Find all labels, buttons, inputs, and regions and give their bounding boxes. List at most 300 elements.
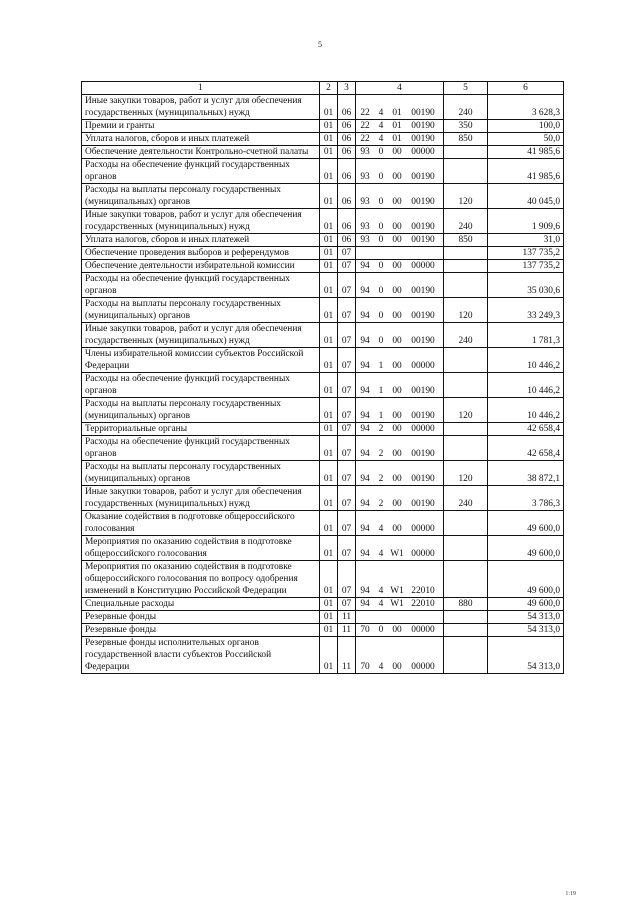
row-target-article	[356, 247, 444, 260]
row-section: 01	[320, 536, 338, 561]
row-section: 01	[320, 511, 338, 536]
row-amount: 10 446,2	[488, 348, 564, 373]
table-row	[82, 184, 564, 209]
row-section: 01	[320, 436, 338, 461]
row-article-part: 00000	[411, 625, 435, 635]
row-subsection: 07	[338, 598, 356, 611]
row-target-article	[356, 348, 444, 373]
row-subsection: 06	[338, 146, 356, 159]
row-expense-type: 880	[444, 598, 488, 611]
row-target-article	[356, 120, 444, 133]
table-row	[82, 373, 564, 398]
row-amount: 54 313,0	[488, 637, 564, 674]
table-row	[82, 209, 564, 234]
row-name: Уплата налогов, сборов и иных платежей	[82, 234, 320, 247]
row-article-part: 00	[392, 222, 402, 232]
row-article-part: 00	[392, 524, 402, 534]
row-expense-type: 350	[444, 120, 488, 133]
row-expense-type: 240	[444, 486, 488, 511]
row-article-part: 00000	[411, 662, 435, 672]
row-article-part: 2	[378, 449, 384, 459]
row-subsection: 07	[338, 273, 356, 298]
row-name: Иные закупки товаров, работ и услуг для обеспечения государственных (муниципальных) нужд	[82, 323, 320, 348]
row-name: Обеспечение проведения выборов и референдумов	[82, 247, 320, 260]
row-amount: 54 313,0	[488, 611, 564, 624]
header-col-4: 4	[356, 82, 444, 95]
row-article-part: 00190	[411, 474, 435, 484]
row-article-part: 4	[378, 586, 384, 596]
row-article-part: 00190	[411, 311, 435, 321]
table-row	[82, 348, 564, 373]
row-article-part: 00	[392, 386, 402, 396]
row-amount: 50,0	[488, 133, 564, 146]
row-article-part: 0	[378, 172, 384, 182]
row-expense-type	[444, 373, 488, 398]
row-name: Резервные фонды исполнительных органов государственной власти субъектов Российской Федерации	[82, 637, 320, 674]
row-name: Резервные фонды	[82, 611, 320, 624]
row-subsection: 06	[338, 184, 356, 209]
row-section: 01	[320, 146, 338, 159]
row-amount: 42 658,4	[488, 423, 564, 436]
row-expense-type: 120	[444, 184, 488, 209]
budget-table	[81, 81, 564, 674]
row-name: Иные закупки товаров, работ и услуг для обеспечения государственных (муниципальных) нужд	[82, 209, 320, 234]
row-article-part: 00190	[411, 134, 435, 144]
row-amount: 40 045,0	[488, 184, 564, 209]
row-name: Расходы на выплаты персоналу государственных (муниципальных) органов	[82, 461, 320, 486]
row-article-part: 00	[392, 147, 402, 157]
row-target-article	[356, 611, 444, 624]
row-name: Члены избирательной комиссии субъектов Российской Федерации	[82, 348, 320, 373]
row-target-article	[356, 637, 444, 674]
row-target-article	[356, 323, 444, 348]
row-target-article	[356, 159, 444, 184]
row-expense-type: 240	[444, 323, 488, 348]
table-row	[82, 511, 564, 536]
table-row	[82, 120, 564, 133]
table-row	[82, 323, 564, 348]
header-col-1: 1	[82, 82, 320, 95]
row-article-part: 94	[360, 311, 370, 321]
row-expense-type	[444, 247, 488, 260]
row-article-part: 00	[392, 261, 402, 271]
row-subsection: 06	[338, 159, 356, 184]
row-amount: 49 600,0	[488, 511, 564, 536]
row-article-part: 94	[360, 524, 370, 534]
row-name: Мероприятия по оказанию содействия в подготовке общероссийского голосования	[82, 536, 320, 561]
row-target-article	[356, 461, 444, 486]
table-row	[82, 536, 564, 561]
row-amount: 49 600,0	[488, 598, 564, 611]
row-target-article	[356, 273, 444, 298]
row-name: Расходы на выплаты персоналу государственных (муниципальных) органов	[82, 184, 320, 209]
row-article-part: 1	[378, 361, 384, 371]
row-amount: 10 446,2	[488, 398, 564, 423]
row-subsection: 06	[338, 234, 356, 247]
row-subsection: 07	[338, 423, 356, 436]
row-amount: 42 658,4	[488, 436, 564, 461]
row-article-part: 22010	[411, 586, 435, 596]
row-expense-type	[444, 536, 488, 561]
row-article-part: 93	[360, 235, 370, 245]
row-article-part: 00	[392, 662, 402, 672]
table-row	[82, 298, 564, 323]
row-subsection: 11	[338, 624, 356, 637]
table-row	[82, 234, 564, 247]
row-article-part: 01	[392, 108, 402, 118]
row-article-part: 00	[392, 449, 402, 459]
row-article-part: 4	[378, 524, 384, 534]
row-article-part: 0	[378, 235, 384, 245]
row-expense-type	[444, 637, 488, 674]
row-section: 01	[320, 184, 338, 209]
row-article-part: 0	[378, 336, 384, 346]
row-section: 01	[320, 260, 338, 273]
row-amount: 35 030,6	[488, 273, 564, 298]
row-article-part: 00000	[411, 424, 435, 434]
table-row	[82, 260, 564, 273]
row-article-part: 94	[360, 411, 370, 421]
row-amount: 41 985,6	[488, 159, 564, 184]
row-expense-type	[444, 611, 488, 624]
header-col-3: 3	[338, 82, 356, 95]
table-row	[82, 423, 564, 436]
row-target-article	[356, 260, 444, 273]
table-row	[82, 486, 564, 511]
table-row	[82, 133, 564, 146]
row-expense-type	[444, 561, 488, 598]
table-header-row	[82, 82, 564, 95]
row-article-part: 00	[392, 474, 402, 484]
row-article-part: W1	[390, 586, 404, 596]
row-article-part: 94	[360, 361, 370, 371]
row-article-part: 00	[392, 411, 402, 421]
row-expense-type	[444, 146, 488, 159]
row-article-part: 0	[378, 286, 384, 296]
row-target-article	[356, 184, 444, 209]
row-subsection: 07	[338, 348, 356, 373]
row-subsection: 07	[338, 323, 356, 348]
row-article-part: 00190	[411, 222, 435, 232]
row-article-part: 2	[378, 474, 384, 484]
row-subsection: 07	[338, 561, 356, 598]
row-article-part: 00	[392, 336, 402, 346]
table-row	[82, 611, 564, 624]
row-section: 01	[320, 561, 338, 598]
row-target-article	[356, 561, 444, 598]
row-name: Расходы на обеспечение функций государственных органов	[82, 373, 320, 398]
row-article-part: 22	[360, 121, 370, 131]
row-amount: 31,0	[488, 234, 564, 247]
row-name: Обеспечение деятельности избирательной комиссии	[82, 260, 320, 273]
table-row	[82, 598, 564, 611]
row-article-part: 0	[378, 625, 384, 635]
row-article-part: 94	[360, 261, 370, 271]
row-target-article	[356, 95, 444, 120]
row-name: Расходы на выплаты персоналу государственных (муниципальных) органов	[82, 398, 320, 423]
header-col-6: 6	[488, 82, 564, 95]
row-article-part: 00000	[411, 361, 435, 371]
row-expense-type	[444, 436, 488, 461]
row-name: Премии и гранты	[82, 120, 320, 133]
row-section: 01	[320, 624, 338, 637]
row-subsection: 07	[338, 260, 356, 273]
row-amount: 100,0	[488, 120, 564, 133]
row-target-article	[356, 486, 444, 511]
row-name: Территориальные органы	[82, 423, 320, 436]
row-amount: 41 985,6	[488, 146, 564, 159]
row-article-part: 94	[360, 474, 370, 484]
row-article-part: 0	[378, 222, 384, 232]
row-section: 01	[320, 637, 338, 674]
row-article-part: 00190	[411, 286, 435, 296]
row-name: Уплата налогов, сборов и иных платежей	[82, 133, 320, 146]
row-section: 01	[320, 486, 338, 511]
row-target-article	[356, 624, 444, 637]
row-article-part: 00000	[411, 147, 435, 157]
row-amount: 137 735,2	[488, 247, 564, 260]
page-number: 5	[318, 40, 322, 49]
row-target-article	[356, 234, 444, 247]
row-article-part: 2	[378, 499, 384, 509]
row-target-article	[356, 436, 444, 461]
row-article-part: 94	[360, 449, 370, 459]
row-expense-type	[444, 423, 488, 436]
row-expense-type	[444, 624, 488, 637]
row-article-part: 00	[392, 361, 402, 371]
row-section: 01	[320, 598, 338, 611]
corner-mark: 1:19	[565, 891, 576, 897]
row-expense-type	[444, 511, 488, 536]
row-name: Иные закупки товаров, работ и услуг для обеспечения государственных (муниципальных) нужд	[82, 95, 320, 120]
row-section: 01	[320, 95, 338, 120]
row-article-part: W1	[390, 549, 404, 559]
row-article-part: 94	[360, 549, 370, 559]
row-target-article	[356, 398, 444, 423]
row-target-article	[356, 373, 444, 398]
row-target-article	[356, 423, 444, 436]
row-section: 01	[320, 273, 338, 298]
row-expense-type: 240	[444, 209, 488, 234]
row-subsection: 07	[338, 373, 356, 398]
row-article-part: 4	[378, 549, 384, 559]
row-expense-type	[444, 273, 488, 298]
row-subsection: 07	[338, 461, 356, 486]
row-subsection: 07	[338, 486, 356, 511]
row-article-part: 00000	[411, 524, 435, 534]
row-target-article	[356, 536, 444, 561]
row-name: Специальные расходы	[82, 598, 320, 611]
row-subsection: 06	[338, 95, 356, 120]
row-subsection: 11	[338, 611, 356, 624]
row-target-article	[356, 298, 444, 323]
row-expense-type	[444, 260, 488, 273]
row-article-part: 0	[378, 147, 384, 157]
row-name: Оказание содействия в подготовке общероссийского голосования	[82, 511, 320, 536]
row-name: Расходы на выплаты персоналу государственных (муниципальных) органов	[82, 298, 320, 323]
table-body	[82, 95, 564, 674]
row-subsection: 07	[338, 398, 356, 423]
row-amount: 38 872,1	[488, 461, 564, 486]
row-article-part: 22010	[411, 599, 435, 609]
row-article-part: 00	[392, 424, 402, 434]
row-subsection: 07	[338, 536, 356, 561]
row-article-part: 70	[360, 625, 370, 635]
row-article-part: 01	[392, 134, 402, 144]
header-col-5: 5	[444, 82, 488, 95]
row-article-part: 4	[378, 599, 384, 609]
row-expense-type: 850	[444, 133, 488, 146]
row-name: Мероприятия по оказанию содействия в подготовке общероссийского голосования по вопросу одобрения изменений в Конституцию Российской Федерации	[82, 561, 320, 598]
row-article-part: 93	[360, 222, 370, 232]
row-expense-type: 850	[444, 234, 488, 247]
row-subsection: 07	[338, 247, 356, 260]
row-article-part: 4	[378, 108, 384, 118]
row-article-part: 0	[378, 261, 384, 271]
table-row	[82, 146, 564, 159]
table-row	[82, 159, 564, 184]
row-section: 01	[320, 234, 338, 247]
row-target-article	[356, 598, 444, 611]
row-subsection: 07	[338, 511, 356, 536]
row-article-part: 00	[392, 286, 402, 296]
row-section: 01	[320, 133, 338, 146]
row-article-part: 94	[360, 424, 370, 434]
row-subsection: 07	[338, 298, 356, 323]
table-row	[82, 637, 564, 674]
table-row	[82, 624, 564, 637]
row-article-part: 01	[392, 121, 402, 131]
row-expense-type	[444, 159, 488, 184]
row-article-part: 00190	[411, 172, 435, 182]
row-name: Резервные фонды	[82, 624, 320, 637]
row-article-part: 00	[392, 172, 402, 182]
row-amount: 49 600,0	[488, 536, 564, 561]
row-article-part: 00190	[411, 499, 435, 509]
row-name: Обеспечение деятельности Контрольно-счетной палаты	[82, 146, 320, 159]
row-section: 01	[320, 323, 338, 348]
row-target-article	[356, 146, 444, 159]
row-subsection: 06	[338, 209, 356, 234]
row-target-article	[356, 133, 444, 146]
row-amount: 3 786,3	[488, 486, 564, 511]
row-subsection: 06	[338, 120, 356, 133]
table-row	[82, 561, 564, 598]
row-article-part: 00	[392, 197, 402, 207]
row-article-part: 1	[378, 411, 384, 421]
row-article-part: 93	[360, 197, 370, 207]
row-article-part: 00	[392, 311, 402, 321]
row-expense-type	[444, 348, 488, 373]
row-article-part: 00190	[411, 336, 435, 346]
row-expense-type: 120	[444, 461, 488, 486]
row-article-part: 00190	[411, 197, 435, 207]
header-col-2: 2	[320, 82, 338, 95]
row-section: 01	[320, 611, 338, 624]
row-subsection: 07	[338, 436, 356, 461]
row-target-article	[356, 511, 444, 536]
row-subsection: 11	[338, 637, 356, 674]
row-article-part: 00190	[411, 108, 435, 118]
row-name: Расходы на обеспечение функций государственных органов	[82, 436, 320, 461]
row-name: Расходы на обеспечение функций государственных органов	[82, 159, 320, 184]
row-article-part: 70	[360, 662, 370, 672]
row-article-part: 94	[360, 286, 370, 296]
row-article-part: 00190	[411, 235, 435, 245]
table-row	[82, 436, 564, 461]
row-expense-type: 120	[444, 298, 488, 323]
row-article-part: 22	[360, 108, 370, 118]
row-article-part: 00190	[411, 386, 435, 396]
row-name: Иные закупки товаров, работ и услуг для обеспечения государственных (муниципальных) нужд	[82, 486, 320, 511]
row-section: 01	[320, 348, 338, 373]
row-article-part: 00	[392, 499, 402, 509]
row-section: 01	[320, 373, 338, 398]
row-amount: 54 313,0	[488, 624, 564, 637]
row-article-part: 2	[378, 424, 384, 434]
row-amount: 33 249,3	[488, 298, 564, 323]
row-section: 01	[320, 398, 338, 423]
row-target-article	[356, 209, 444, 234]
row-article-part: 22	[360, 134, 370, 144]
row-amount: 137 735,2	[488, 260, 564, 273]
table-row	[82, 95, 564, 120]
row-article-part: 0	[378, 197, 384, 207]
row-article-part: 4	[378, 662, 384, 672]
row-article-part: 4	[378, 121, 384, 131]
row-article-part: 94	[360, 386, 370, 396]
row-section: 01	[320, 298, 338, 323]
row-section: 01	[320, 120, 338, 133]
row-name: Расходы на обеспечение функций государственных органов	[82, 273, 320, 298]
row-article-part: 94	[360, 586, 370, 596]
row-article-part: 00	[392, 235, 402, 245]
row-article-part: 93	[360, 147, 370, 157]
row-amount: 1 909,6	[488, 209, 564, 234]
row-article-part: W1	[390, 599, 404, 609]
row-section: 01	[320, 209, 338, 234]
table-row	[82, 398, 564, 423]
row-section: 01	[320, 159, 338, 184]
row-article-part: 00000	[411, 261, 435, 271]
row-section: 01	[320, 423, 338, 436]
table-row	[82, 461, 564, 486]
row-subsection: 06	[338, 133, 356, 146]
row-article-part: 94	[360, 599, 370, 609]
row-amount: 1 781,3	[488, 323, 564, 348]
row-article-part: 00190	[411, 411, 435, 421]
row-article-part: 0	[378, 311, 384, 321]
table-row	[82, 247, 564, 260]
row-expense-type: 240	[444, 95, 488, 120]
row-article-part: 94	[360, 336, 370, 346]
row-article-part: 94	[360, 499, 370, 509]
table-row	[82, 273, 564, 298]
row-amount: 49 600,0	[488, 561, 564, 598]
row-section: 01	[320, 461, 338, 486]
row-article-part: 00190	[411, 121, 435, 131]
row-article-part: 00000	[411, 549, 435, 559]
row-article-part: 1	[378, 386, 384, 396]
row-article-part: 4	[378, 134, 384, 144]
row-expense-type: 120	[444, 398, 488, 423]
row-section: 01	[320, 247, 338, 260]
row-article-part: 00	[392, 625, 402, 635]
row-amount: 10 446,2	[488, 373, 564, 398]
row-amount: 3 628,3	[488, 95, 564, 120]
row-article-part: 93	[360, 172, 370, 182]
row-article-part: 00190	[411, 449, 435, 459]
